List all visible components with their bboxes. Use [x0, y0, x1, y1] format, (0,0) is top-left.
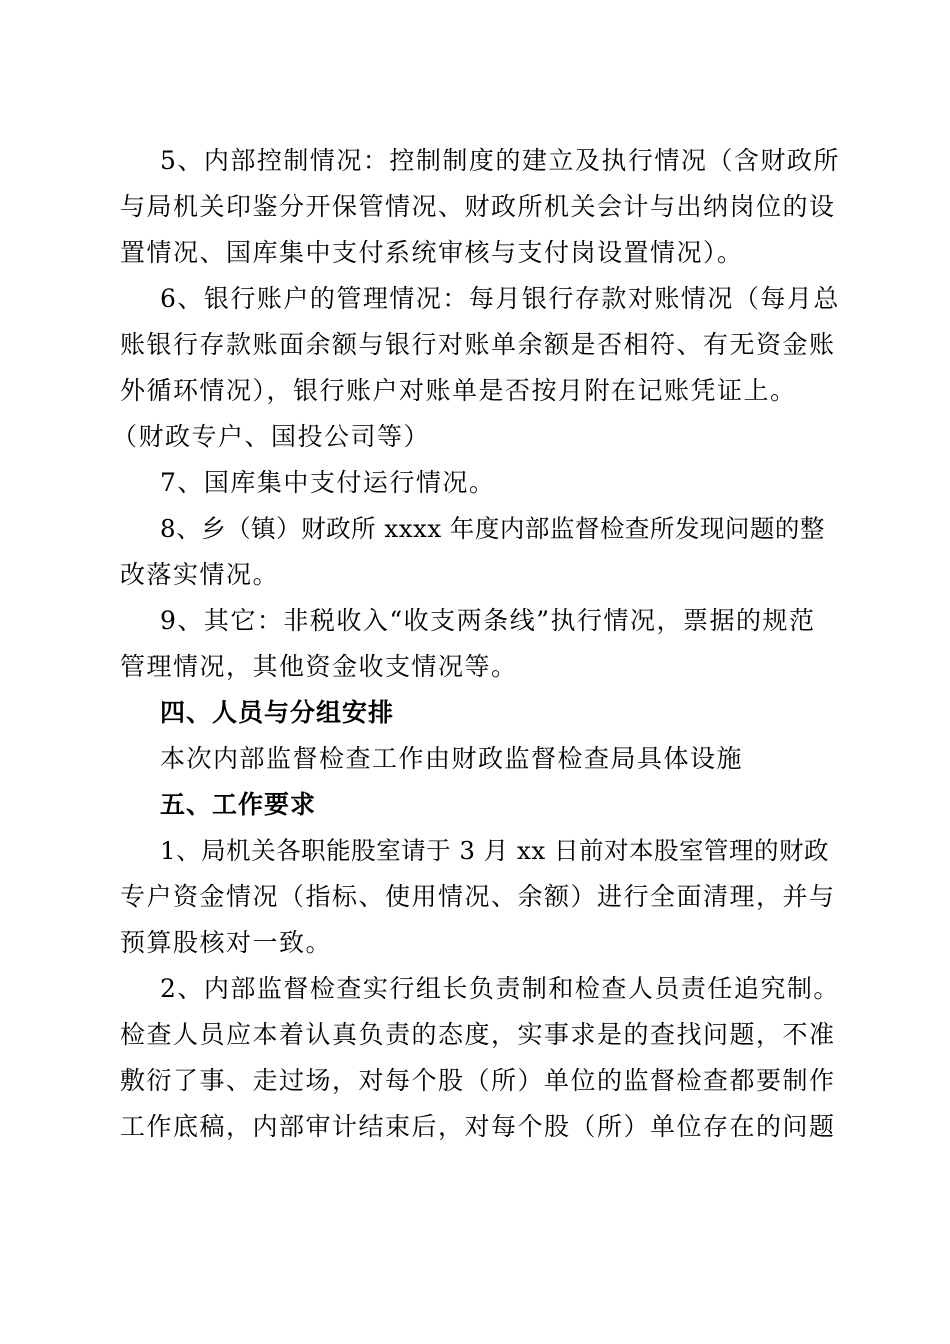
- item6-line1: 6、银行账户的管理情况：每月银行存款对账情况（每月总: [160, 284, 840, 313]
- section4-body: 本次内部监督检查工作由财政监督检查局具体设施: [160, 744, 744, 773]
- item6-line2: 账银行存款账面余额与银行对账单余额是否相符、有无资金账: [120, 330, 836, 359]
- item8-line1: 8、乡（镇）财政所 xxxx 年度内部监督检查所发现问题的整: [160, 514, 825, 543]
- item8-line2: 改落实情况。: [120, 560, 280, 589]
- item6-line3: 外循环情况），银行账户对账单是否按月附在记账凭证上。: [120, 376, 797, 405]
- item9-line2: 管理情况，其他资金收支情况等。: [120, 652, 518, 681]
- req2-line3: 敷衍了事、走过场，对每个股（所）单位的监督检查都要制作: [120, 1066, 836, 1095]
- item7-line1: 7、国库集中支付运行情况。: [160, 468, 496, 497]
- req2-line2: 检查人员应本着认真负责的态度，实事求是的查找问题，不准: [120, 1020, 836, 1049]
- section5-heading: 五、工作要求: [160, 790, 317, 819]
- req2-line1: 2、内部监督检查实行组长负责制和检查人员责任追究制。: [160, 974, 840, 1003]
- req1-line3: 预算股核对一致。: [120, 928, 333, 957]
- req1-line1: 1、局机关各职能股室请于 3 月 xx 日前对本股室管理的财政: [160, 836, 829, 865]
- item5-line3: 置情况、国库集中支付系统审核与支付岗设置情况）。: [120, 238, 744, 267]
- item6-line4: （财政专户、国投公司等）: [112, 422, 431, 451]
- req1-line2: 专户资金情况（指标、使用情况、余额）进行全面清理，并与: [120, 882, 836, 911]
- req2-line4: 工作底稿，内部审计结束后，对每个股（所）单位存在的问题: [120, 1112, 836, 1141]
- item9-line1: 9、其它：非税收入“收支两条线”执行情况，票据的规范: [160, 606, 816, 635]
- item5-line2: 与局机关印鉴分开保管情况、财政所机关会计与出纳岗位的设: [120, 192, 836, 221]
- item5-line1: 5、内部控制情况：控制制度的建立及执行情况（含财政所: [160, 146, 840, 175]
- section4-heading: 四、人员与分组安排: [160, 698, 395, 727]
